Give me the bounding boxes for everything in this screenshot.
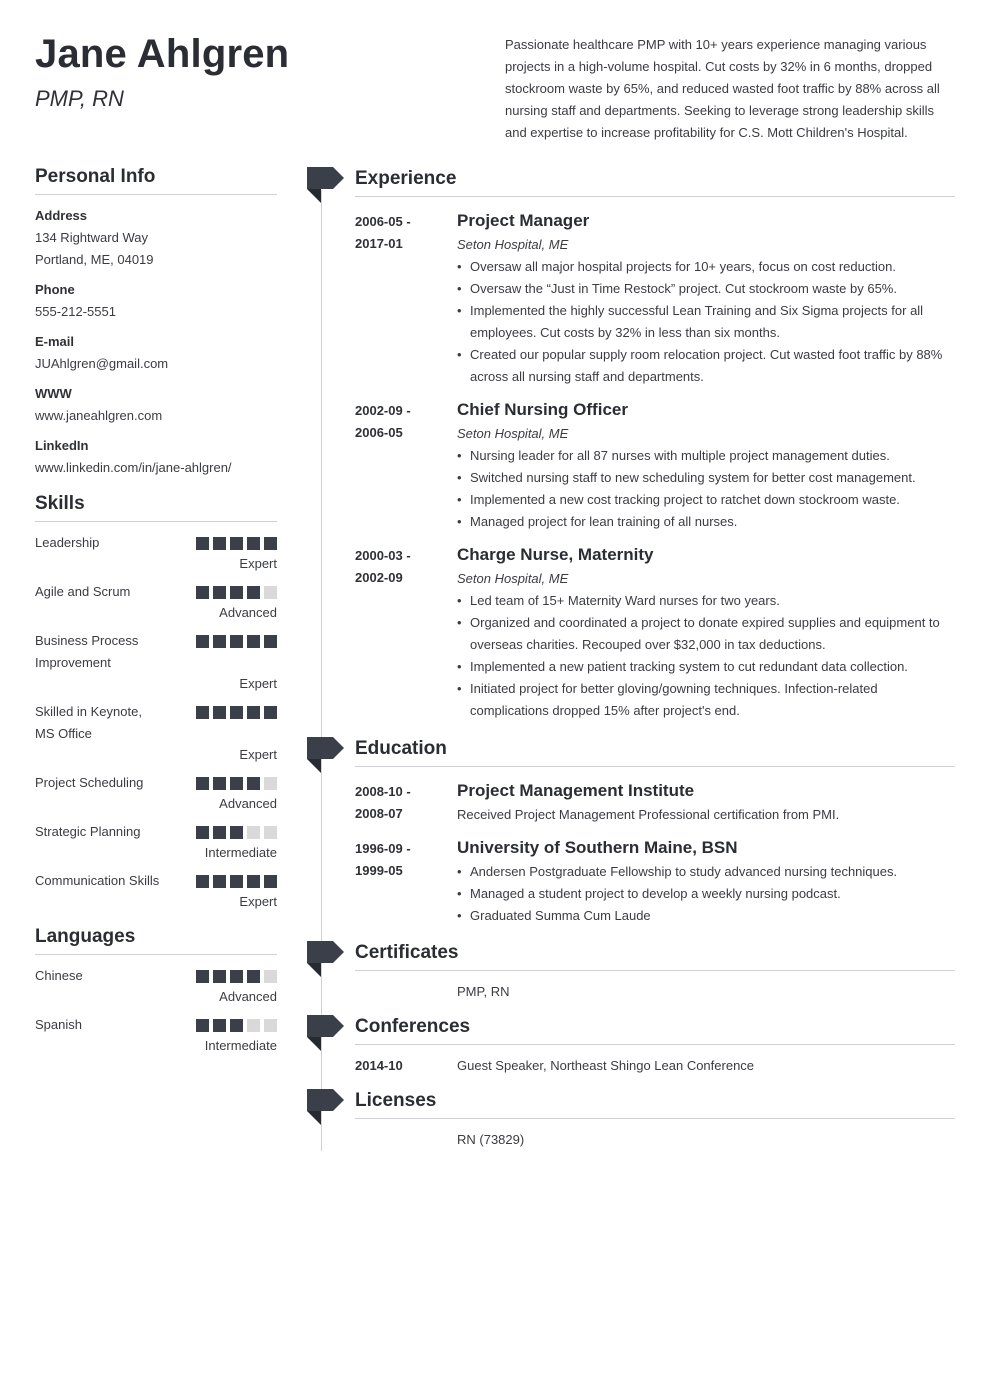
skill-name: Agile and Scrum xyxy=(35,584,131,599)
email-value: JUAhlgren@gmail.com xyxy=(35,356,169,371)
rating-square xyxy=(264,635,277,648)
rating-square xyxy=(213,635,226,648)
skill-level: Advanced xyxy=(219,796,277,811)
bullet-item: • Implemented a new cost tracking project to ratchet down stockroom waste. xyxy=(457,489,955,511)
rating-square xyxy=(230,826,243,839)
bullet-item: • Initiated project for better gloving/gowning techniques. Infection-related complications dropped 15% after project's end. xyxy=(457,678,955,722)
certificates-entry xyxy=(355,981,955,1003)
rating-square xyxy=(264,586,277,599)
rating-square xyxy=(230,875,243,888)
licenses-marker-icon xyxy=(307,1089,344,1127)
bullet-item: • Graduated Summa Cum Laude xyxy=(457,905,955,927)
rating-square xyxy=(213,970,226,983)
skill-name: Leadership xyxy=(35,535,100,550)
resume-summary: Passionate healthcare PMP with 10+ years experience managing various projects in a high-volume hospital. Cut costs by 32% in 6 months, dropped stockroom waste by 65%, and reduced wasted foot traffic by 88% across all nursing staff and departments. Seeking to leverage strong leadership skills and expertise to increase profitability for C.S. Mott Children's Hospital. xyxy=(505,37,940,140)
phone-value: 555-212-5551 xyxy=(35,304,116,319)
bullet-item: • Oversaw all major hospital projects for 10+ years, focus on cost reduction. xyxy=(457,256,955,278)
experience-list xyxy=(355,208,955,722)
job-bullets xyxy=(457,256,955,388)
education-section xyxy=(355,738,955,927)
skill-level: Expert xyxy=(239,894,277,909)
linkedin-block xyxy=(35,435,277,479)
experience-entry xyxy=(355,208,955,388)
rating-square xyxy=(196,826,209,839)
school-description: Received Project Management Professional certification from PMI. xyxy=(457,807,840,822)
rating-square xyxy=(213,826,226,839)
skill-name: Chinese xyxy=(35,968,83,983)
rating-square xyxy=(247,970,260,983)
linkedin-value: www.linkedin.com/in/jane-ahlgren/ xyxy=(35,460,232,475)
conference-value: Guest Speaker, Northeast Shingo Lean Conference xyxy=(457,1058,755,1073)
rating-square xyxy=(230,970,243,983)
timeline-line xyxy=(321,190,322,1151)
rating-square xyxy=(196,537,209,550)
job-bullets xyxy=(457,445,955,533)
skill-row xyxy=(35,1014,277,1056)
job-bullets xyxy=(457,590,955,722)
skills-section xyxy=(35,493,277,912)
rating-square xyxy=(196,970,209,983)
resume-name: Jane Ahlgren xyxy=(35,32,290,76)
bullet-item: • Nursing leader for all 87 nurses with multiple project management duties. xyxy=(457,445,955,467)
experience-entry xyxy=(355,542,955,722)
skill-row xyxy=(35,581,277,623)
skill-name: Business Process Improvement xyxy=(35,633,139,670)
certificates-section xyxy=(355,942,955,1003)
licenses-entry xyxy=(355,1129,955,1151)
rating-square xyxy=(230,706,243,719)
languages-section xyxy=(35,926,277,1056)
skill-row xyxy=(35,701,277,765)
job-title: Project Manager xyxy=(457,211,590,230)
skill-level: Intermediate xyxy=(204,1038,277,1053)
skill-level: Advanced xyxy=(219,605,277,620)
bullet-item: • Led team of 15+ Maternity Ward nurses for two years. xyxy=(457,590,955,612)
skill-rating xyxy=(196,537,277,550)
skill-rating xyxy=(196,586,277,599)
phone-block xyxy=(35,279,277,323)
rating-square xyxy=(213,537,226,550)
personal-info-title: Personal Info xyxy=(35,166,277,195)
skill-name: Project Scheduling xyxy=(35,775,144,790)
date-end: 2002-09 xyxy=(355,570,403,585)
rating-square xyxy=(247,586,260,599)
bullet-item: • Managed a student project to develop a weekly nursing podcast. xyxy=(457,883,955,905)
address-block xyxy=(35,205,277,271)
date-end: 2008-07 xyxy=(355,806,403,821)
company-name: Seton Hospital, ME xyxy=(457,426,569,441)
rating-square xyxy=(247,706,260,719)
linkedin-label: LinkedIn xyxy=(35,438,89,453)
skill-row xyxy=(35,532,277,574)
skill-row xyxy=(35,772,277,814)
rating-square xyxy=(264,970,277,983)
rating-square xyxy=(230,586,243,599)
date-end: 2017-01 xyxy=(355,236,403,251)
address-line1: 134 Rightward Way xyxy=(35,230,148,245)
entry-body xyxy=(457,397,955,533)
skill-rating xyxy=(196,635,277,648)
skill-name: Strategic Planning xyxy=(35,824,141,839)
education-title: Education xyxy=(355,738,955,767)
experience-section xyxy=(355,168,955,722)
skill-rating xyxy=(196,706,277,719)
entry-body xyxy=(457,208,955,388)
job-title: Charge Nurse, Maternity xyxy=(457,545,654,564)
rating-square xyxy=(213,875,226,888)
date-start: 2008-10 - xyxy=(355,784,411,799)
www-value: www.janeahlgren.com xyxy=(35,408,163,423)
rating-square xyxy=(230,635,243,648)
bullet-item: • Switched nursing staff to new scheduling system for better cost management. xyxy=(457,467,955,489)
skill-level: Intermediate xyxy=(204,845,277,860)
licenses-title: Licenses xyxy=(355,1090,955,1119)
education-entry xyxy=(355,778,955,826)
rating-square xyxy=(196,635,209,648)
skill-row xyxy=(35,870,277,912)
date-end: 1999-05 xyxy=(355,863,403,878)
rating-square xyxy=(264,826,277,839)
school-title: University of Southern Maine, BSN xyxy=(457,838,738,857)
rating-square xyxy=(230,777,243,790)
bullet-item: • Oversaw the “Just in Time Restock” project. Cut stockroom waste by 65%. xyxy=(457,278,955,300)
conferences-section xyxy=(355,1016,955,1077)
date-start: 1996-09 - xyxy=(355,841,411,856)
skill-row xyxy=(35,965,277,1007)
entry-date xyxy=(355,400,445,444)
rating-square xyxy=(247,635,260,648)
rating-square xyxy=(264,537,277,550)
conferences-marker-icon xyxy=(307,1015,344,1053)
skill-rating xyxy=(196,1019,277,1032)
skill-rating xyxy=(196,970,277,983)
rating-square xyxy=(264,706,277,719)
rating-square xyxy=(247,537,260,550)
rating-square xyxy=(213,706,226,719)
rating-square xyxy=(247,826,260,839)
skill-name: Skilled in Keynote, MS Office xyxy=(35,704,142,741)
bullet-item: • Created our popular supply room relocation project. Cut wasted foot traffic by 88% across all nursing staff and departments. xyxy=(457,344,955,388)
rating-square xyxy=(196,777,209,790)
job-title: Chief Nursing Officer xyxy=(457,400,628,419)
licenses-value: RN (73829) xyxy=(457,1132,525,1147)
skills-title: Skills xyxy=(35,493,277,522)
experience-entry xyxy=(355,397,955,533)
skill-level: Expert xyxy=(239,676,277,691)
entry-date xyxy=(355,211,445,255)
entry-body xyxy=(457,542,955,722)
rating-square xyxy=(196,586,209,599)
entry-body xyxy=(457,835,955,927)
rating-square xyxy=(230,537,243,550)
date-end: 2006-05 xyxy=(355,425,403,440)
company-name: Seton Hospital, ME xyxy=(457,571,569,586)
skill-row xyxy=(35,821,277,863)
conferences-title: Conferences xyxy=(355,1016,955,1045)
left-column xyxy=(35,166,277,1070)
skills-list xyxy=(35,532,277,912)
skill-row xyxy=(35,630,277,694)
rating-square xyxy=(247,1019,260,1032)
conferences-entry xyxy=(355,1055,955,1077)
address-label: Address xyxy=(35,208,88,223)
email-label: E-mail xyxy=(35,334,75,349)
rating-square xyxy=(196,1019,209,1032)
certificates-title: Certificates xyxy=(355,942,955,971)
entry-body xyxy=(457,778,955,826)
rating-square xyxy=(196,706,209,719)
address-line2: Portland, ME, 04019 xyxy=(35,252,154,267)
skill-level: Expert xyxy=(239,556,277,571)
date-start: 2000-03 - xyxy=(355,548,411,563)
skill-name: Communication Skills xyxy=(35,873,160,888)
personal-info-section xyxy=(35,166,277,479)
phone-label: Phone xyxy=(35,282,75,297)
languages-list xyxy=(35,965,277,1056)
rating-square xyxy=(213,777,226,790)
rating-square xyxy=(264,875,277,888)
skill-rating xyxy=(196,826,277,839)
experience-marker-icon xyxy=(307,167,344,205)
entry-date xyxy=(355,545,445,589)
skill-name: Spanish xyxy=(35,1017,82,1032)
bullet-item: • Andersen Postgraduate Fellowship to study advanced nursing techniques. xyxy=(457,861,955,883)
skill-rating xyxy=(196,777,277,790)
email-block xyxy=(35,331,277,375)
school-title: Project Management Institute xyxy=(457,781,695,800)
certificates-marker-icon xyxy=(307,941,344,979)
www-label: WWW xyxy=(35,386,72,401)
rating-square xyxy=(213,586,226,599)
skill-level: Expert xyxy=(239,747,277,762)
skill-level: Advanced xyxy=(219,989,277,1004)
certificates-value: PMP, RN xyxy=(457,984,510,999)
rating-square xyxy=(230,1019,243,1032)
education-marker-icon xyxy=(307,737,344,775)
education-bullets xyxy=(457,861,955,927)
bullet-item: • Implemented a new patient tracking system to cut redundant data collection. xyxy=(457,656,955,678)
education-entry xyxy=(355,835,955,927)
rating-square xyxy=(196,875,209,888)
date-start: 2002-09 - xyxy=(355,403,411,418)
entry-date xyxy=(355,838,445,882)
rating-square xyxy=(247,777,260,790)
rating-square xyxy=(264,777,277,790)
bullet-item: • Organized and coordinated a project to donate expired supplies and equipment to overseas charities. Recouped over $32,000 in tax deductions. xyxy=(457,612,955,656)
bullet-item: • Implemented the highly successful Lean Training and Six Sigma projects for all employees. Cut costs by 32% in less than six months. xyxy=(457,300,955,344)
rating-square xyxy=(213,1019,226,1032)
resume-subtitle: PMP, RN xyxy=(35,86,124,111)
www-block xyxy=(35,383,277,427)
company-name: Seton Hospital, ME xyxy=(457,237,569,252)
date-start: 2006-05 - xyxy=(355,214,411,229)
licenses-section xyxy=(355,1090,955,1151)
bullet-item: • Managed project for lean training of all nurses. xyxy=(457,511,955,533)
skill-rating xyxy=(196,875,277,888)
rating-square xyxy=(247,875,260,888)
entry-date xyxy=(355,781,445,825)
rating-square xyxy=(264,1019,277,1032)
experience-title: Experience xyxy=(355,168,955,197)
conference-date: 2014-10 xyxy=(355,1058,403,1073)
languages-title: Languages xyxy=(35,926,277,955)
